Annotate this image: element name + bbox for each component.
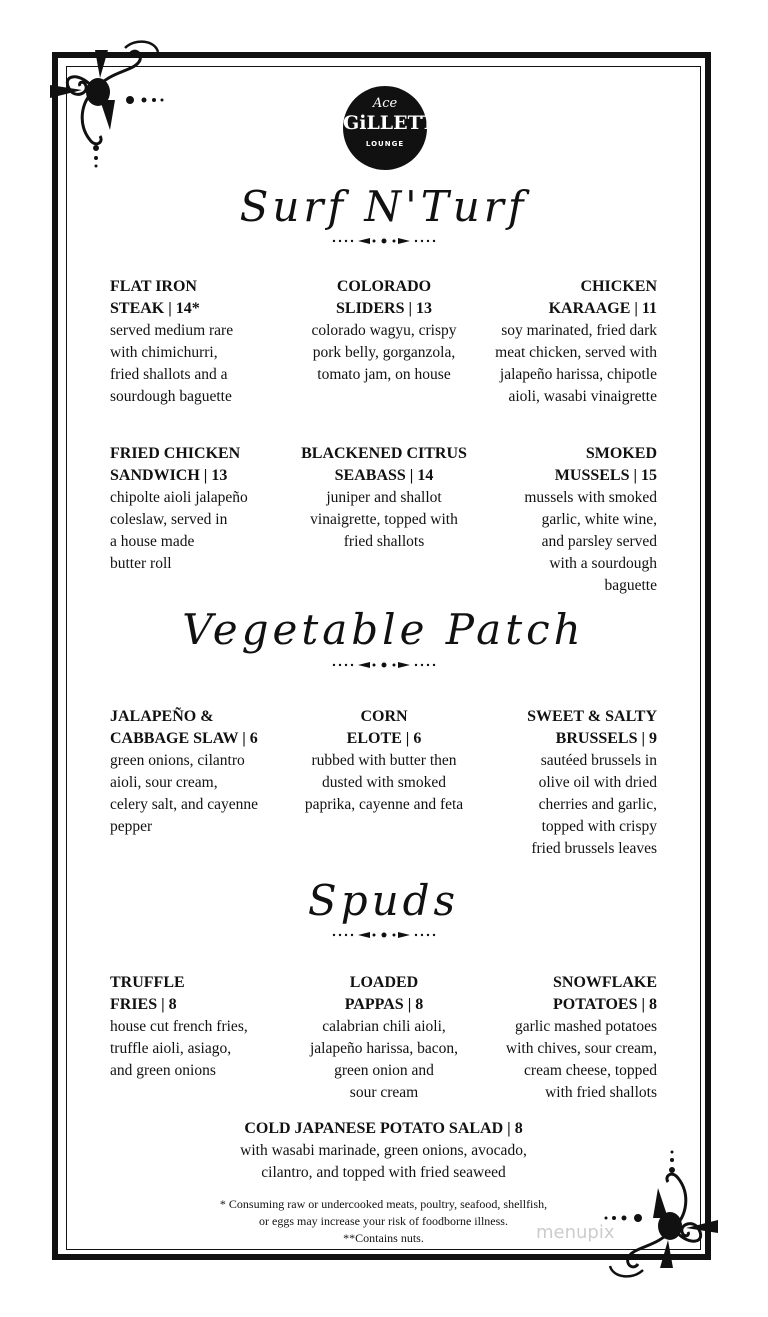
menu-item [290,276,478,386]
menu-item-name: SANDWICH | 13 [110,467,228,484]
menu-item [110,443,295,575]
menu-item-name: JALAPEÑO & [110,708,214,725]
section-title-spuds: Spuds [307,876,460,925]
disclaimer-line: or eggs may increase your risk of foodborne illness. [259,1214,508,1228]
menu-item-desc: jalapeño harissa, chipotle [499,366,657,383]
menu-item-desc: garlic mashed potatoes [514,1018,657,1035]
menu-item-desc: calabrian chili aioli, [322,1018,446,1035]
menu-item-desc: pork belly, gorganzola, [312,344,456,361]
menu-item-name: SLIDERS | 13 [336,300,432,317]
menu-item [290,972,478,1104]
menu-item [290,443,478,553]
menu-item-name: CABBAGE SLAW | 6 [110,730,258,747]
menu-item [472,972,657,1104]
menu-item-name: ELOTE | 6 [346,730,422,747]
menu-item-desc: a house made [110,533,195,550]
menu-item-desc: sautéed brussels in [540,752,657,769]
menu-item-name: KARAAGE | 11 [548,300,657,317]
menu-item-name: BLACKENED CITRUS [301,445,467,462]
restaurant-logo [343,86,452,170]
menu-item-desc: with fried shallots [545,1084,657,1101]
menu-item-desc: vinaigrette, topped with [310,511,458,528]
menu-item-desc: baguette [604,577,657,594]
menu-item-desc: with chimichurri, [110,344,218,361]
menu-item-name: STEAK | 14* [110,300,200,317]
section-divider [330,660,438,670]
menu-item-name: FLAT IRON [110,278,197,295]
menu-item-name: SEABASS | 14 [334,467,434,484]
menu-item-desc: olive oil with dried [538,774,657,791]
menu-item-desc: pepper [110,818,153,835]
menu-item-name: TRUFFLE [110,974,185,991]
menu-item-name: FRIES | 8 [110,996,177,1013]
menu-item-name: CHICKEN [580,278,657,295]
menu-item-desc: cilantro, and topped with fried seaweed [261,1164,506,1181]
logo-lounge-text: LOUNGE [365,140,405,148]
watermark-text: menupix [536,1222,615,1243]
menu-item-desc: rubbed with butter then [311,752,457,769]
menu-item-name: SMOKED [585,445,657,462]
menu-item-desc: cherries and garlic, [538,796,657,813]
menu-item-desc: celery salt, and cayenne [110,796,259,813]
menu-item-desc: fried brussels leaves [531,840,657,857]
section-title-surf: Surf N'Turf [239,182,528,231]
menu-item-desc: cream cheese, topped [524,1062,657,1079]
disclaimer-line: **Contains nuts. [343,1231,424,1245]
menu-item-name: SWEET & SALTY [527,708,657,725]
menu-item-name: POTATOES | 8 [553,996,657,1013]
menu-item-name: LOADED [349,974,419,991]
menu-item-name: FRIED CHICKEN [110,445,241,462]
menu-item-desc: green onions, cilantro [110,752,245,769]
menu-item-desc: sourdough baguette [110,388,232,405]
menu-item-desc: mussels with smoked [524,489,657,506]
menu-item-desc: fried shallots [343,533,425,550]
menu-item-desc: sour cream [349,1084,419,1101]
menu-item-desc: jalapeño harissa, bacon, [309,1040,459,1057]
menu-item-desc: truffle aioli, asiago, [110,1040,232,1057]
menu-item-desc: chipolte aioli jalapeño [110,489,248,506]
section-divider [330,236,438,246]
section-divider [330,930,438,940]
section-title-vegetable: Vegetable Patch [182,605,585,654]
menu-item-featured [66,1118,701,1184]
menu-item-desc: aioli, sour cream, [110,774,218,791]
menu-item-name: CORN [360,708,408,725]
menu-item-desc: meat chicken, served with [495,344,657,361]
menu-item-name: MUSSELS | 15 [554,467,657,484]
menu-item-desc: house cut french fries, [110,1018,248,1035]
menu-item-name: BRUSSELS | 9 [555,730,657,747]
menu-item-desc: dusted with smoked [322,774,446,791]
menu-item-desc: with a sourdough [549,555,657,572]
menu-item-desc: fried shallots and a [110,366,228,383]
menu-item-desc: butter roll [110,555,172,572]
menu-item-desc: tomato jam, on house [317,366,451,383]
menu-item-desc: colorado wagyu, crispy [311,322,457,339]
menu-item-desc: green onion and [334,1062,434,1079]
menu-item-desc: garlic, white wine, [541,511,657,528]
menu-item-desc: paprika, cayenne and feta [304,796,464,813]
menu-item [290,706,478,816]
menu-item [472,706,657,860]
menu-item-desc: and green onions [110,1062,216,1079]
disclaimer-line: * Consuming raw or undercooked meats, poultry, seafood, shellfish, [219,1197,548,1211]
menu-item-desc: coleslaw, served in [110,511,228,528]
menu-item [110,276,295,408]
menu-item-desc: and parsley served [541,533,657,550]
menu-item-desc: aioli, wasabi vinaigrette [508,388,657,405]
menu-item-desc: served medium rare [110,322,234,339]
menu-item-desc: soy marinated, fried dark [501,322,657,339]
flourish-ornament-top-left [40,30,170,170]
logo-ace-text: Ace [372,96,398,111]
menu-item-name: SNOWFLAKE [552,974,657,991]
menu-item-desc: with wasabi marinade, green onions, avocado, [240,1142,527,1159]
menu-item [472,276,657,408]
menu-item-name: COLD JAPANESE POTATO SALAD | 8 [244,1120,523,1137]
logo-name-text: GiLLETT's [343,112,452,134]
menu-item-desc: juniper and shallot [326,489,442,506]
menu-item [472,443,657,597]
menu-item [110,972,295,1082]
menu-item-desc: topped with crispy [541,818,657,835]
menu-item [110,706,295,838]
menu-item-name: COLORADO [336,278,432,295]
menu-item-desc: with chives, sour cream, [505,1040,657,1057]
menu-item-name: PAPPAS | 8 [344,996,424,1013]
